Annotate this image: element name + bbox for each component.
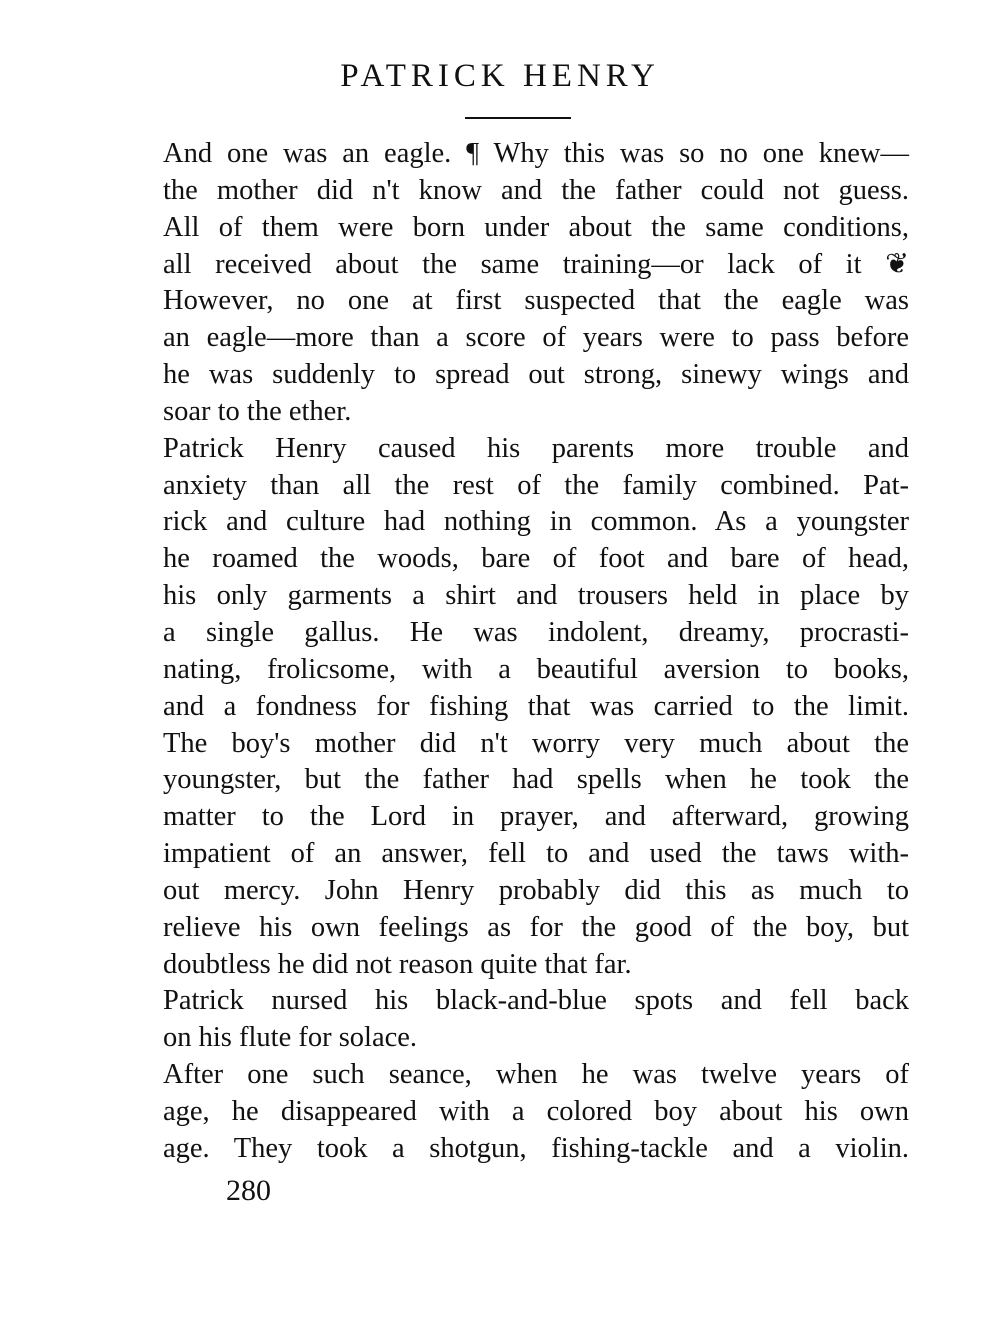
page-title: PATRICK HENRY xyxy=(340,58,660,94)
text-line: anxiety than all the rest of the family combined. Pat- xyxy=(163,469,909,501)
text-line: the mother did n't know and the father could not guess. xyxy=(163,174,909,206)
text-line: a single gallus. He was indolent, dreamy, procrasti- xyxy=(163,616,909,648)
text-line: age. They took a shotgun, fishing-tackle and a violin. xyxy=(163,1132,909,1164)
text-line: he was suddenly to spread out strong, sinewy wings and xyxy=(163,359,909,391)
text-line: youngster, but the father had spells when he took the xyxy=(163,764,909,796)
text-line: his only garments a shirt and trousers held in place by xyxy=(163,580,909,612)
text-line: on his flute for solace. xyxy=(163,1022,418,1054)
text-line: However, no one at first suspected that the eagle was xyxy=(163,285,909,317)
text-line: relieve his own feelings as for the good of the boy, but xyxy=(163,911,909,943)
text-line: All of them were born under about the same conditions, xyxy=(163,211,909,243)
text-line: The boy's mother did n't worry very much about the xyxy=(163,727,909,759)
text-line: After one such seance, when he was twelve years of xyxy=(163,1059,909,1091)
text-line: nating, frolicsome, with a beautiful aversion to books, xyxy=(163,653,909,685)
text-line: doubtless he did not reason quite that far. xyxy=(163,948,632,980)
text-line: matter to the Lord in prayer, and afterward, growing xyxy=(163,801,909,833)
text-line: all received about the same training—or lack of it ❦ xyxy=(163,248,909,280)
title-rule xyxy=(465,117,571,119)
body-text xyxy=(163,136,909,1168)
text-line: rick and culture had nothing in common. As a youngster xyxy=(163,506,909,538)
text-line: out mercy. John Henry probably did this as much to xyxy=(163,874,909,906)
text-line: Patrick Henry caused his parents more trouble and xyxy=(163,432,909,464)
text-line: he roamed the woods, bare of foot and bare of head, xyxy=(163,543,909,575)
text-line: impatient of an answer, fell to and used the taws with- xyxy=(163,838,909,870)
text-line: Patrick nursed his black-and-blue spots and fell back xyxy=(163,985,909,1017)
text-line: age, he disappeared with a colored boy about his own xyxy=(163,1095,909,1127)
text-line: And one was an eagle. ¶ Why this was so no one knew— xyxy=(163,138,909,169)
text-line: an eagle—more than a score of years were to pass before xyxy=(163,322,909,354)
text-line: and a fondness for fishing that was carried to the limit. xyxy=(163,690,909,722)
text-line: soar to the ether. xyxy=(163,395,352,427)
page-number: 280 xyxy=(226,1174,271,1207)
